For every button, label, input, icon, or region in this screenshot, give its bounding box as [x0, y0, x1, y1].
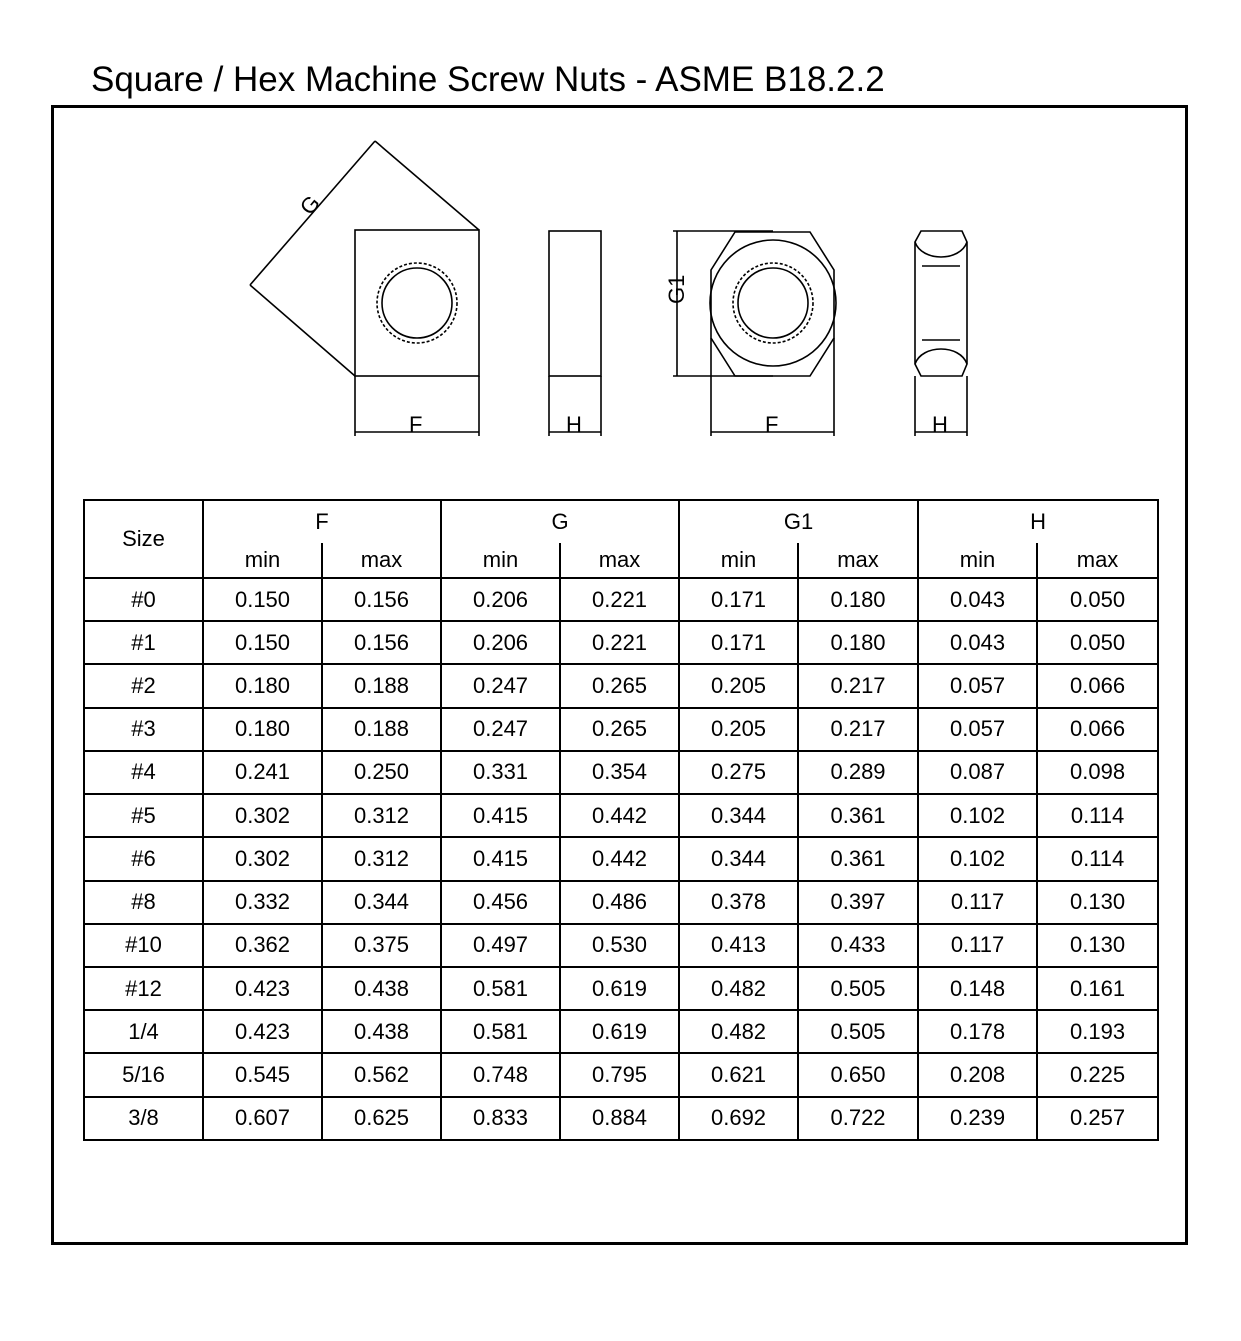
- value-cell: 0.302: [203, 837, 322, 880]
- hex-height-label: H: [932, 412, 948, 437]
- value-cell: 0.362: [203, 924, 322, 967]
- value-cell: 0.275: [679, 751, 798, 794]
- page-title: Square / Hex Machine Screw Nuts - ASME B18.2.2: [91, 60, 885, 99]
- value-cell: 0.221: [560, 578, 679, 621]
- value-cell: 0.378: [679, 881, 798, 924]
- sub-header-max: max: [1037, 543, 1158, 578]
- value-cell: 0.413: [679, 924, 798, 967]
- value-cell: 0.650: [798, 1053, 918, 1096]
- value-cell: 0.114: [1037, 794, 1158, 837]
- value-cell: 0.180: [203, 708, 322, 751]
- value-cell: 0.239: [918, 1097, 1037, 1140]
- table-row: [84, 881, 1158, 924]
- value-cell: 0.117: [918, 924, 1037, 967]
- group-header-h: H: [918, 500, 1158, 543]
- value-cell: 0.619: [560, 1010, 679, 1053]
- size-header: Size: [84, 500, 203, 578]
- value-cell: 0.188: [322, 664, 441, 707]
- sub-header-max: max: [560, 543, 679, 578]
- value-cell: 0.171: [679, 578, 798, 621]
- table-row: [84, 578, 1158, 621]
- size-cell: #5: [84, 794, 203, 837]
- table-row: [84, 837, 1158, 880]
- value-cell: 0.625: [322, 1097, 441, 1140]
- value-cell: 0.748: [441, 1053, 560, 1096]
- value-cell: 0.205: [679, 664, 798, 707]
- table-row: [84, 1053, 1158, 1096]
- value-cell: 0.497: [441, 924, 560, 967]
- value-cell: 0.456: [441, 881, 560, 924]
- value-cell: 0.344: [679, 837, 798, 880]
- value-cell: 0.150: [203, 578, 322, 621]
- value-cell: 0.486: [560, 881, 679, 924]
- square-height-label: H: [566, 412, 582, 437]
- value-cell: 0.066: [1037, 708, 1158, 751]
- value-cell: 0.621: [679, 1053, 798, 1096]
- value-cell: 0.415: [441, 837, 560, 880]
- group-header-g1: G1: [679, 500, 918, 543]
- hex-nut-top-view: [673, 231, 836, 436]
- value-cell: 0.375: [322, 924, 441, 967]
- sub-header-max: max: [798, 543, 918, 578]
- value-cell: 0.423: [203, 1010, 322, 1053]
- value-cell: 0.117: [918, 881, 1037, 924]
- value-cell: 0.795: [560, 1053, 679, 1096]
- group-header-f: F: [203, 500, 441, 543]
- value-cell: 0.102: [918, 837, 1037, 880]
- value-cell: 0.442: [560, 837, 679, 880]
- value-cell: 0.114: [1037, 837, 1158, 880]
- sub-header-max: max: [322, 543, 441, 578]
- value-cell: 0.884: [560, 1097, 679, 1140]
- square-diagonal-label: G: [294, 190, 325, 220]
- value-cell: 0.545: [203, 1053, 322, 1096]
- value-cell: 0.344: [679, 794, 798, 837]
- size-cell: #3: [84, 708, 203, 751]
- size-cell: #12: [84, 967, 203, 1010]
- value-cell: 0.361: [798, 794, 918, 837]
- value-cell: 0.057: [918, 708, 1037, 751]
- sub-header-min: min: [679, 543, 798, 578]
- value-cell: 0.221: [560, 621, 679, 664]
- value-cell: 0.312: [322, 794, 441, 837]
- value-cell: 0.438: [322, 967, 441, 1010]
- value-cell: 0.331: [441, 751, 560, 794]
- value-cell: 0.607: [203, 1097, 322, 1140]
- size-cell: 5/16: [84, 1053, 203, 1096]
- value-cell: 0.354: [560, 751, 679, 794]
- value-cell: 0.415: [441, 794, 560, 837]
- value-cell: 0.087: [918, 751, 1037, 794]
- hex-nut-side-view: [915, 231, 967, 436]
- table-row: [84, 1097, 1158, 1140]
- square-nut-side-view: [549, 231, 601, 436]
- value-cell: 0.344: [322, 881, 441, 924]
- value-cell: 0.332: [203, 881, 322, 924]
- value-cell: 0.530: [560, 924, 679, 967]
- value-cell: 0.482: [679, 1010, 798, 1053]
- size-cell: 1/4: [84, 1010, 203, 1053]
- value-cell: 0.043: [918, 621, 1037, 664]
- table-row: [84, 967, 1158, 1010]
- dimensions-table: [83, 499, 1159, 1141]
- value-cell: 0.206: [441, 621, 560, 664]
- size-cell: #4: [84, 751, 203, 794]
- value-cell: 0.265: [560, 708, 679, 751]
- value-cell: 0.180: [798, 621, 918, 664]
- value-cell: 0.302: [203, 794, 322, 837]
- value-cell: 0.188: [322, 708, 441, 751]
- value-cell: 0.208: [918, 1053, 1037, 1096]
- value-cell: 0.156: [322, 621, 441, 664]
- value-cell: 0.050: [1037, 578, 1158, 621]
- value-cell: 0.619: [560, 967, 679, 1010]
- table-row: [84, 1010, 1158, 1053]
- sub-header-min: min: [918, 543, 1037, 578]
- size-cell: #8: [84, 881, 203, 924]
- value-cell: 0.289: [798, 751, 918, 794]
- value-cell: 0.171: [679, 621, 798, 664]
- value-cell: 0.217: [798, 664, 918, 707]
- value-cell: 0.442: [560, 794, 679, 837]
- value-cell: 0.505: [798, 967, 918, 1010]
- value-cell: 0.581: [441, 967, 560, 1010]
- value-cell: 0.241: [203, 751, 322, 794]
- value-cell: 0.148: [918, 967, 1037, 1010]
- value-cell: 0.130: [1037, 881, 1158, 924]
- value-cell: 0.043: [918, 578, 1037, 621]
- value-cell: 0.193: [1037, 1010, 1158, 1053]
- square-width-label: F: [409, 412, 423, 437]
- value-cell: 0.247: [441, 708, 560, 751]
- value-cell: 0.180: [203, 664, 322, 707]
- value-cell: 0.581: [441, 1010, 560, 1053]
- size-cell: #0: [84, 578, 203, 621]
- value-cell: 0.098: [1037, 751, 1158, 794]
- value-cell: 0.482: [679, 967, 798, 1010]
- value-cell: 0.692: [679, 1097, 798, 1140]
- value-cell: 0.247: [441, 664, 560, 707]
- square-nut-top-view: [250, 141, 479, 436]
- value-cell: 0.130: [1037, 924, 1158, 967]
- size-cell: #2: [84, 664, 203, 707]
- value-cell: 0.057: [918, 664, 1037, 707]
- value-cell: 0.722: [798, 1097, 918, 1140]
- table-row: [84, 794, 1158, 837]
- value-cell: 0.066: [1037, 664, 1158, 707]
- size-cell: #1: [84, 621, 203, 664]
- value-cell: 0.206: [441, 578, 560, 621]
- value-cell: 0.150: [203, 621, 322, 664]
- sub-header-min: min: [441, 543, 560, 578]
- value-cell: 0.161: [1037, 967, 1158, 1010]
- value-cell: 0.178: [918, 1010, 1037, 1053]
- size-cell: #10: [84, 924, 203, 967]
- table-row: [84, 664, 1158, 707]
- value-cell: 0.205: [679, 708, 798, 751]
- value-cell: 0.225: [1037, 1053, 1158, 1096]
- table-row: [84, 924, 1158, 967]
- value-cell: 0.257: [1037, 1097, 1158, 1140]
- value-cell: 0.250: [322, 751, 441, 794]
- value-cell: 0.433: [798, 924, 918, 967]
- value-cell: 0.156: [322, 578, 441, 621]
- value-cell: 0.438: [322, 1010, 441, 1053]
- size-cell: #6: [84, 837, 203, 880]
- hex-corners-label: G1: [664, 274, 689, 304]
- table-row: [84, 751, 1158, 794]
- hex-width-label: F: [765, 412, 779, 437]
- table-row: [84, 621, 1158, 664]
- group-header-g: G: [441, 500, 679, 543]
- value-cell: 0.217: [798, 708, 918, 751]
- value-cell: 0.397: [798, 881, 918, 924]
- value-cell: 0.102: [918, 794, 1037, 837]
- value-cell: 0.265: [560, 664, 679, 707]
- value-cell: 0.180: [798, 578, 918, 621]
- table-row: [84, 708, 1158, 751]
- value-cell: 0.833: [441, 1097, 560, 1140]
- value-cell: 0.505: [798, 1010, 918, 1053]
- value-cell: 0.312: [322, 837, 441, 880]
- sub-header-min: min: [203, 543, 322, 578]
- value-cell: 0.562: [322, 1053, 441, 1096]
- value-cell: 0.050: [1037, 621, 1158, 664]
- size-cell: 3/8: [84, 1097, 203, 1140]
- value-cell: 0.361: [798, 837, 918, 880]
- value-cell: 0.423: [203, 967, 322, 1010]
